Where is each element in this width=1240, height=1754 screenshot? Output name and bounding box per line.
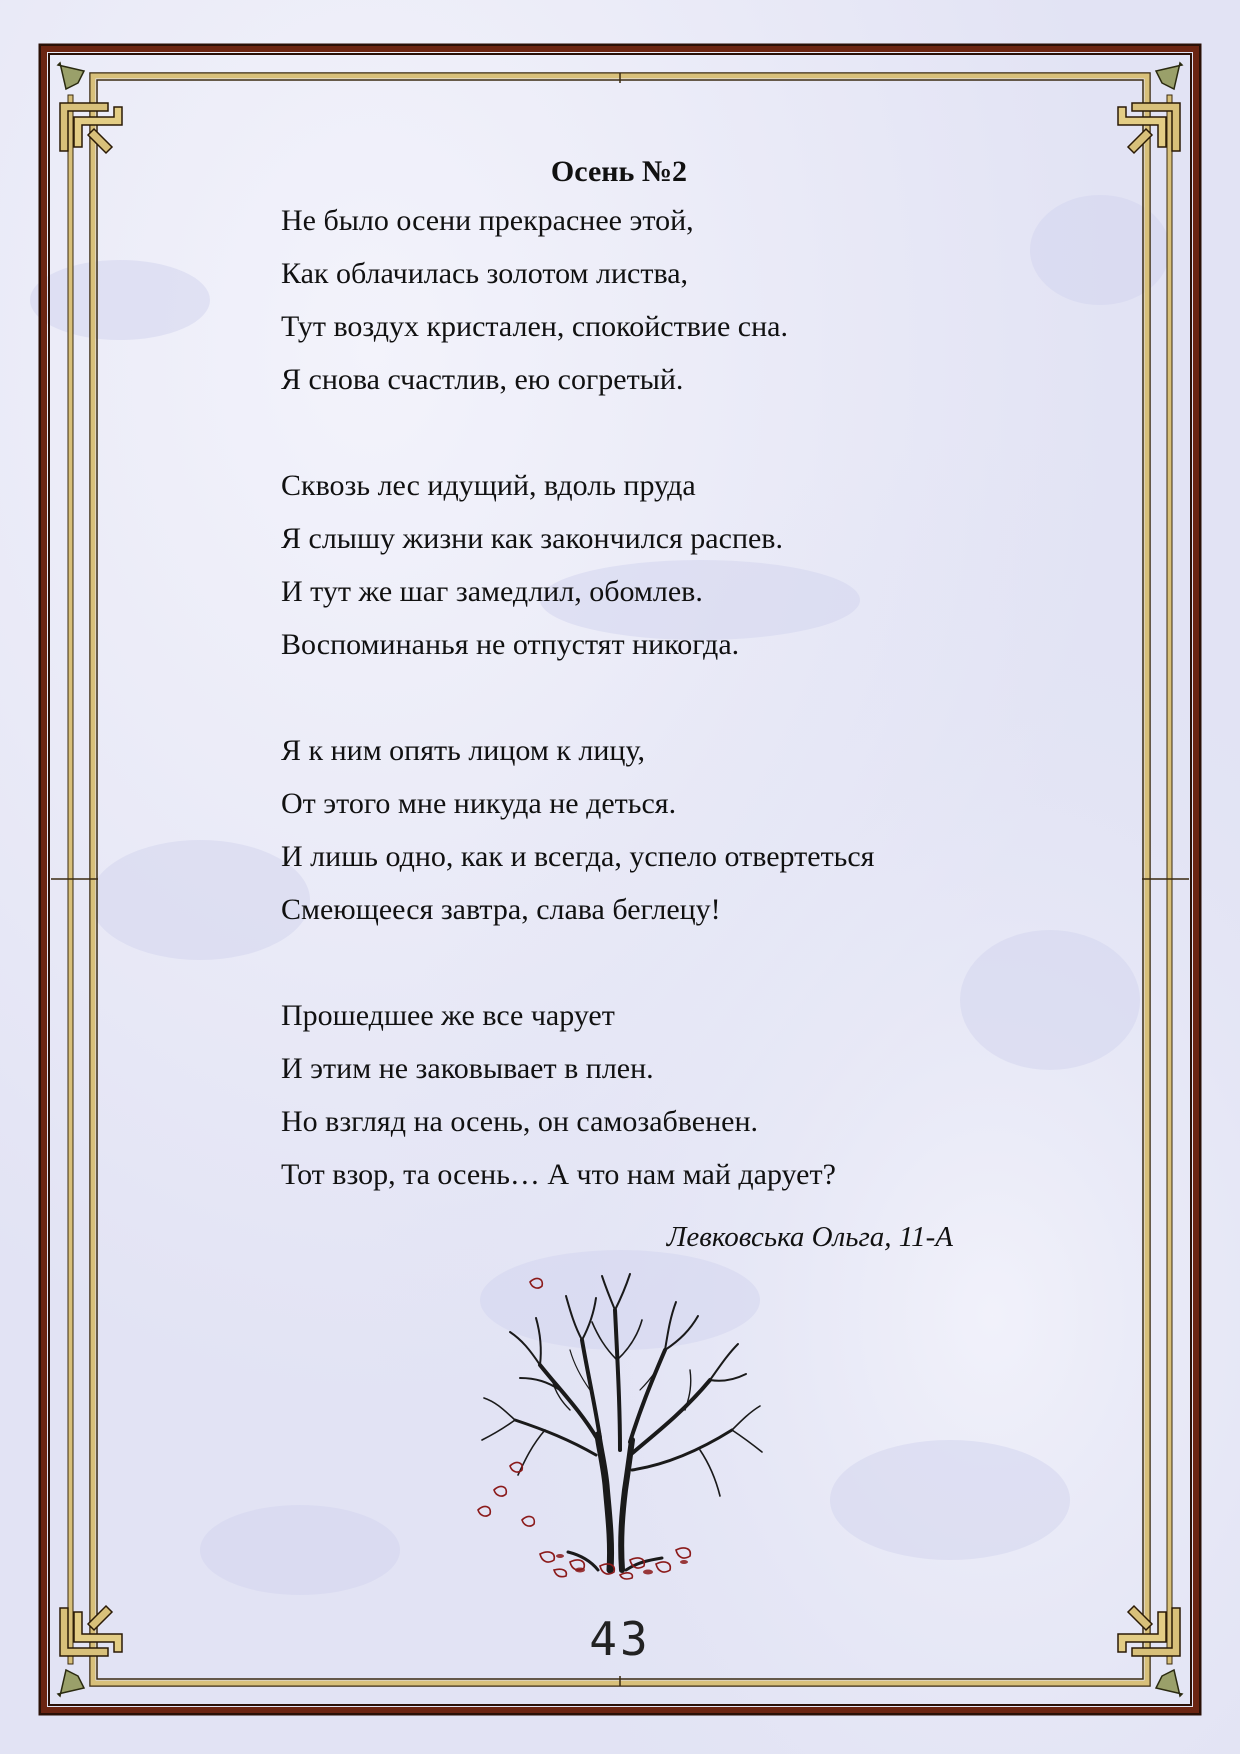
poem-line: От этого мне никуда не деться. — [281, 787, 677, 820]
poem-line: И лишь одно, как и всегда, успело отвертеться — [281, 840, 875, 873]
stanza — [281, 724, 1041, 936]
poem-line: Не было осени прекраснее этой, — [281, 204, 694, 237]
poem-line: Как облачилась золотом листва, — [281, 257, 689, 290]
poem-line: И этим не заковывает в плен. — [281, 1052, 654, 1085]
poem-line: Тот взор, та осень… А что нам май дарует? — [281, 1158, 836, 1191]
page-number: 43 — [589, 1612, 651, 1666]
poem-line: Сквозь лес идущий, вдоль пруда — [281, 469, 696, 502]
poem-title: Осень №2 — [550, 155, 688, 188]
stanza — [281, 989, 1041, 1201]
poem-line: И тут же шаг замедлил, обомлев. — [281, 575, 703, 608]
poem-line: Я к ним опять лицом к лицу, — [281, 734, 645, 767]
stanza — [281, 194, 1041, 406]
poem-line: Я снова счастлив, ею согретый. — [281, 363, 684, 396]
poem-line: Тут воздух кристален, спокойствие сна. — [281, 310, 788, 343]
poem-line: Прошедшее же все чарует — [281, 999, 615, 1032]
poem — [281, 150, 1041, 1201]
poem-line: Смеющееся завтра, слава беглецу! — [281, 893, 721, 926]
poem-line: Но взгляд на осень, он самозабвенен. — [281, 1105, 759, 1138]
bare-autumn-tree-illustration — [470, 1270, 770, 1580]
poem-line: Воспоминанья не отпустят никогда. — [281, 628, 740, 661]
poem-line: Я слышу жизни как закончился распев. — [281, 522, 783, 555]
stanza — [281, 459, 1041, 671]
poem-author: Левковська Ольга, 11-А — [666, 1221, 953, 1253]
